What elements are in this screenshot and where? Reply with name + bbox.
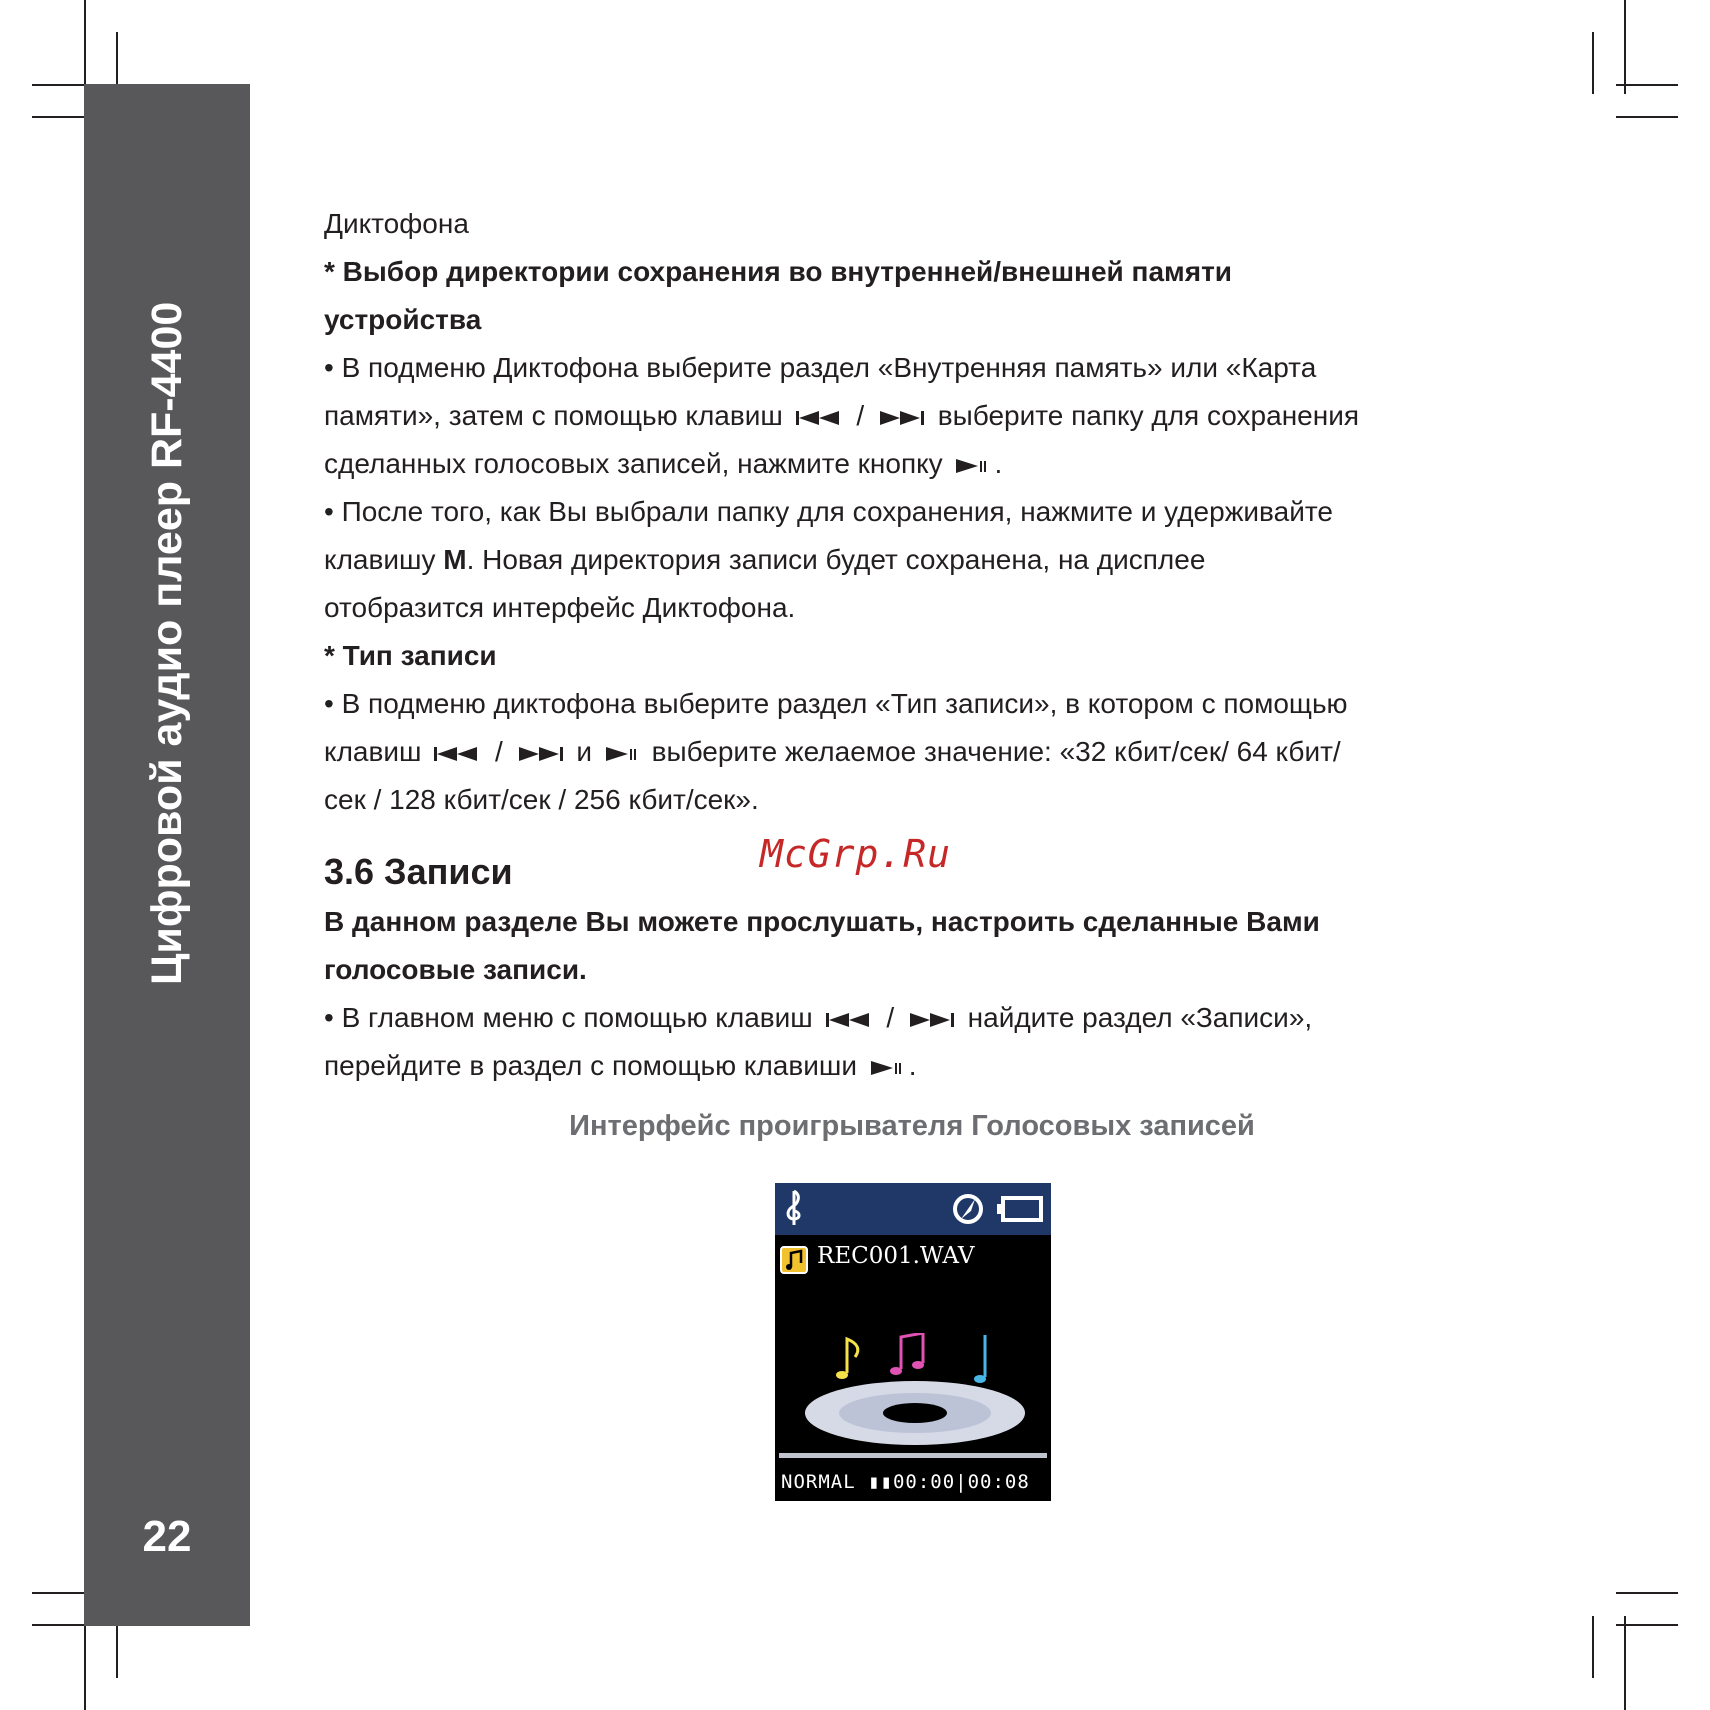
next-icon xyxy=(876,409,926,427)
section-title: 3.6 Записи xyxy=(324,851,513,892)
crop-mark xyxy=(1616,84,1678,86)
play-pause-icon xyxy=(869,1059,905,1077)
screen-status: NORMAL ▮▮00:00|00:08 xyxy=(781,1471,1030,1493)
text-line: клавишу M. Новая директория записи будет сохранена, на дисплее xyxy=(324,544,1206,575)
text-line: отобразится интерфейс Диктофона. xyxy=(324,592,796,623)
watermark: McGrp.Ru xyxy=(760,832,952,876)
figure-caption: Интерфейс проигрывателя Голосовых записей xyxy=(569,1110,1255,1142)
play-pause-icon xyxy=(954,457,990,475)
section-intro: В данном разделе Вы можете прослушать, настроить сделанные Вами xyxy=(324,906,1320,937)
text-line: перейдите в раздел с помощью клавиши . xyxy=(324,1050,917,1081)
crop-mark xyxy=(1624,0,1626,94)
text-line: памяти», затем с помощью клавиш / выберите папку для сохранения xyxy=(324,400,1359,431)
player-screen xyxy=(775,1183,1051,1501)
crop-mark xyxy=(84,1616,86,1710)
subheading: * Выбор директории сохранения во внутренней/внешней памяти xyxy=(324,256,1232,287)
subheading: * Тип записи xyxy=(324,640,497,671)
crop-mark xyxy=(1624,1616,1626,1710)
text-line: сделанных голосовых записей, нажмите кнопку . xyxy=(324,448,1003,479)
repeat-icon xyxy=(947,1193,989,1225)
text-line: клавиш / и выберите желаемое значение: «32 кбит/сек/ 64 кбит/ xyxy=(324,736,1341,767)
prev-icon xyxy=(795,409,845,427)
text-line: • В главном меню с помощью клавиш / найдите раздел «Записи», xyxy=(324,1002,1313,1033)
crop-mark xyxy=(1616,1624,1678,1626)
progress-bar xyxy=(779,1453,1047,1458)
prev-icon xyxy=(825,1011,875,1029)
battery-icon xyxy=(997,1195,1045,1223)
disc-icon xyxy=(795,1333,1035,1445)
key-label: M xyxy=(443,544,467,575)
text-line: • В подменю диктофона выберите раздел «Тип записи», в котором с помощью xyxy=(324,688,1348,719)
page-number: 22 xyxy=(142,1512,192,1561)
music-note-icon xyxy=(781,1189,807,1229)
page-content xyxy=(324,200,1524,1090)
screen-filename: REC001.WAV xyxy=(817,1243,975,1269)
file-music-icon xyxy=(779,1245,809,1275)
text-line: • В подменю Диктофона выберите раздел «Внутренняя память» или «Карта xyxy=(324,352,1317,383)
crop-mark xyxy=(84,0,86,94)
text-line: сек / 128 кбит/сек / 256 кбит/сек». xyxy=(324,784,759,815)
text-line: Диктофона xyxy=(324,208,469,239)
crop-mark xyxy=(1592,1616,1594,1678)
subheading: устройства xyxy=(324,304,482,335)
crop-mark xyxy=(1616,1592,1678,1594)
next-icon xyxy=(906,1011,956,1029)
crop-mark xyxy=(1592,32,1594,94)
crop-mark xyxy=(1616,116,1678,118)
section-intro: голосовые записи. xyxy=(324,954,587,985)
text-line: • После того, как Вы выбрали папку для сохранения, нажмите и удерживайте xyxy=(324,496,1333,527)
next-icon xyxy=(515,745,565,763)
sidebar-title: Цифровой аудио плеер RF-4400 xyxy=(143,301,191,985)
play-pause-icon xyxy=(604,745,640,763)
prev-icon xyxy=(433,745,483,763)
